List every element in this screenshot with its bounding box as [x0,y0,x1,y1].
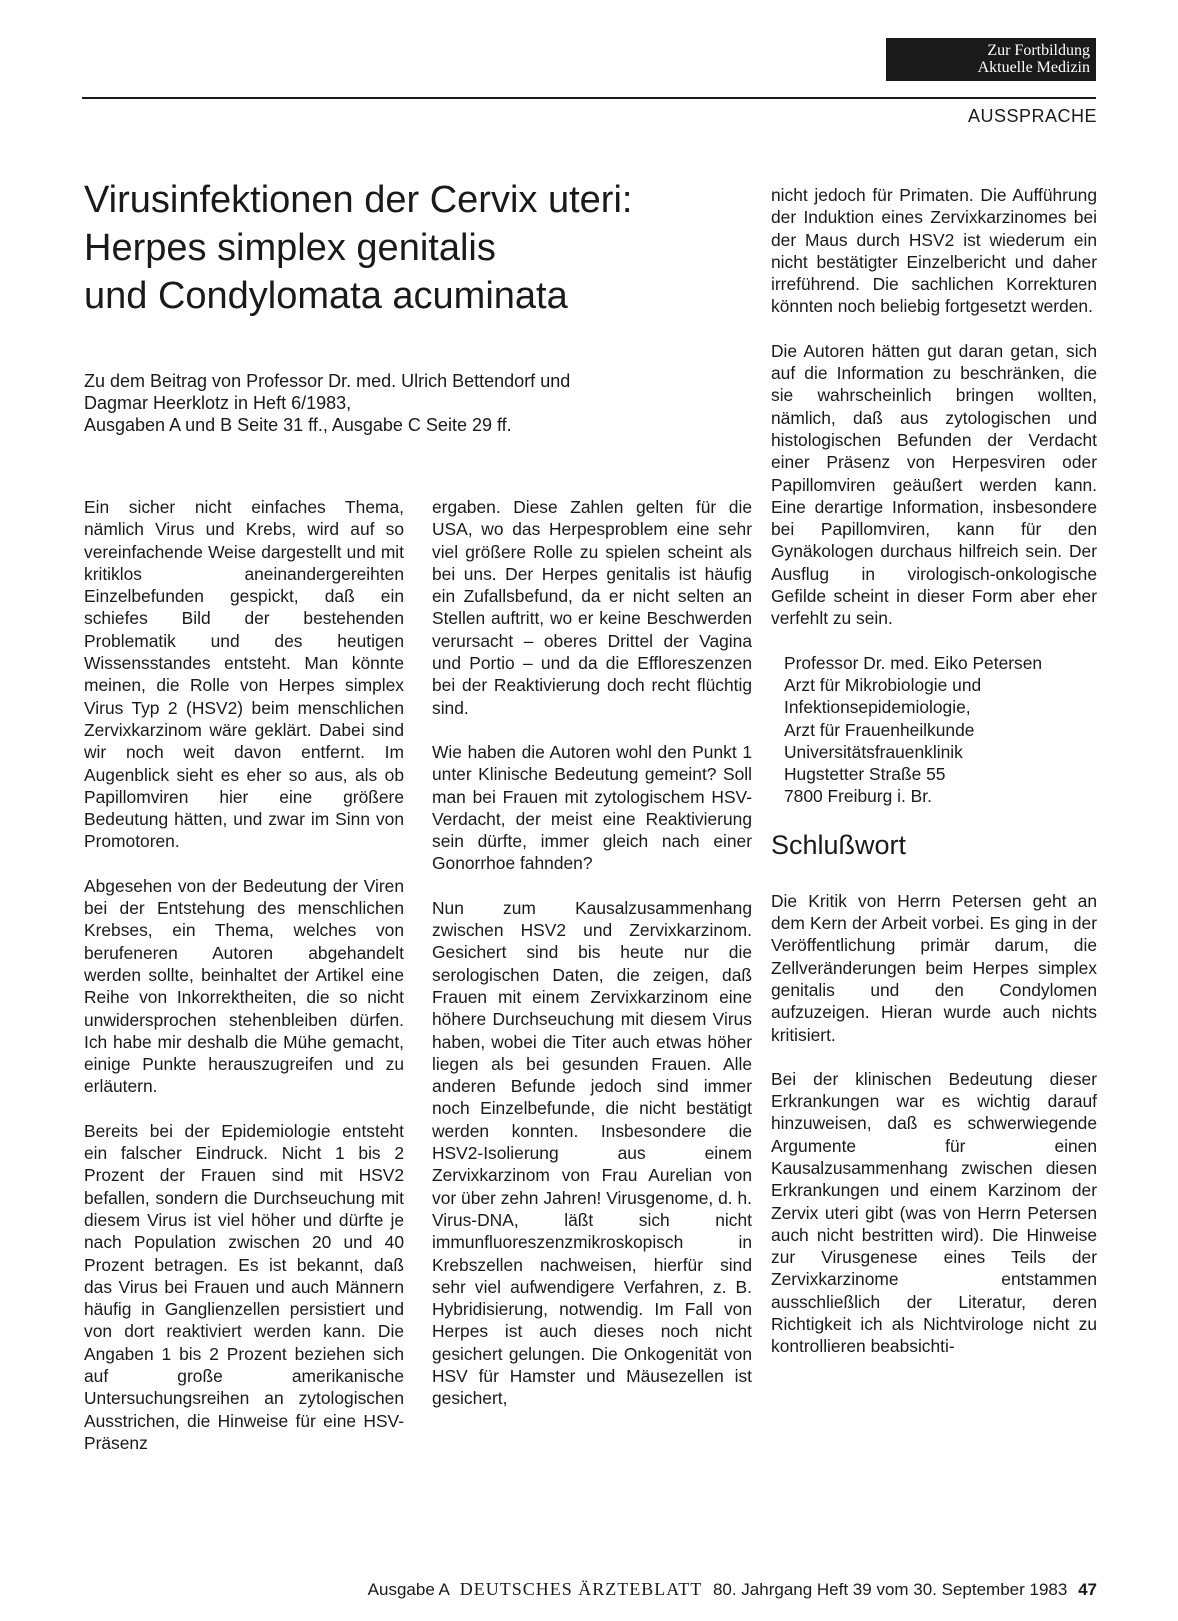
paragraph: Die Kritik von Herrn Petersen geht an dem Kern der Arbeit vorbei. Es ging in der Veröffentlichung primär darum, die Zellveränderungen beim Herpes simplex genitalis und den Condylomen aufzuzeigen. Hieran wurde auch nichts kritisiert. [771,890,1097,1045]
address-line: 7800 Freiburg i. Br. [784,786,932,807]
rubric-box [886,38,1096,81]
paragraph: ergaben. Diese Zahlen gelten für die USA, wo das Herpesproblem eine sehr viel größere Rolle zu spielen scheint als bei uns. Der Herpes genitalis ist häufig ein Zufallsbefund, da er nicht selten an Stellen auftritt, wo er keine Beschwerden verursacht – oberes Drittel der Vagina und Portio – und da die Effloreszenzen bei der Reaktivierung doch recht flüchtig sind. [432,497,752,718]
header-rule [82,97,1096,99]
paragraph: Nun zum Kausalzusammenhang zwischen HSV2 und Zervixkarzinom. Gesichert sind bis heute nur die serologischen Daten, die zeigen, daß Frauen mit einem Zervixkarzinom eine höhere Durchseuchung mit diesem Virus haben, wobei die Titer auch etwas höher liegen als bei gesunden Frauen. Alle anderen Befunde jedoch sind immer noch Einzelbefunde, die nicht bestätigt werden konnten. Insbesondere die HSV2-Isolierung aus einem Zervixkarzinom von Frau Aurelian von vor über zehn Jahren! Virusgenome, d. h. Virus-DNA, läßt sich nicht immunfluoreszenzmikroskopisch in Krebszellen nachweisen, hierfür sind sehr viel aufwendigere Verfahren, z. B. Hybridisierung, notwendig. Im Fall von Herpes ist auch dieses noch nicht gesichert gelungen. Die Onkogenität von HSV für Hamster und Mäusezellen ist gesichert, [432,897,752,1409]
article-reference [84,370,724,436]
text-column-1 [84,496,404,1476]
article-title [84,176,724,320]
paragraph: Ein sicher nicht einfaches Thema, nämlich Virus und Krebs, wird auf so vereinfachende Weise dargestellt und mit kritiklos aneinandergereihten Einzelbefunden gespickt, daß ein schiefes Bild der bestehenden Problematik und des heutigen Wissensstandes entsteht. Man könnte meinen, die Rolle von Herpes simplex Virus Typ 2 (HSV2) beim menschlichen Zervixkarzinom wäre geklärt. Dabei sind wir noch weit davon entfernt. Im Augenblick sieht es eher so aus, als ob Papillomviren hier eine größere Bedeutung hätten, und zwar im Sinn von Promotoren. [84,497,404,852]
address-line: Professor Dr. med. Eiko Petersen [784,652,1043,673]
page-footer [368,1579,1097,1600]
footer-issue: 80. Jahrgang Heft 39 vom 30. September 1983 [712,1580,1068,1599]
title-line-1: Virusinfektionen der Cervix uteri: [84,179,633,221]
paragraph: nicht jedoch für Primaten. Die Aufführung der Induktion eines Zervixkarzinomes bei der Maus durch HSV2 ist wiederum ein nicht bestätigter Einzelbericht und daher irreführend. Die sachlichen Korrekturen könnten noch beliebig fortgesetzt werden. [771,185,1097,317]
rubric-line-2: Aktuelle Medizin [977,59,1090,76]
journal-name: DEUTSCHES ÄRZTEBLATT [459,1579,703,1599]
text-column-2 [432,496,752,1432]
reference-line-1: Zu dem Beitrag von Professor Dr. med. Ulrich Bettendorf und [84,371,571,391]
reference-line-3: Ausgaben A und B Seite 31 ff., Ausgabe C Seite 29 ff. [84,415,512,435]
address-line: Infektionsepidemiologie, [784,697,971,718]
address-line: Arzt für Frauenheilkunde [784,719,975,740]
rubric-line-1: Zur Fortbildung [987,42,1090,59]
page-number: 47 [1078,1580,1097,1599]
reference-line-2: Dagmar Heerklotz in Heft 6/1983, [84,393,352,413]
section-label: AUSSPRACHE [967,106,1097,126]
title-line-2: Herpes simplex genitalis [84,227,496,269]
paragraph: Bei der klinischen Bedeutung dieser Erkrankungen war es wichtig darauf hinzuweisen, daß es schwerwiegende Argumente für einen Kausalzusammenhang zwischen diesen Erkrankungen und einem Karzinom der Zervix uteri gibt (was von Herrn Petersen auch nicht bestritten wird). Die Hinweise zur Virusgenese eines Teils der Zervixkarzinome entstammen ausschließlich der Literatur, deren Richtigkeit ich als Nichtvirologe nicht zu kontrollieren beabsichti- [771,1068,1097,1357]
schlusswort-heading: Schlußwort [771,829,907,860]
paragraph: Die Autoren hätten gut daran getan, sich auf die Information zu beschränken, die sie wahrscheinlich bringen wollten, nämlich, daß aus zytologischen und histologischen Befunden der Verdacht einer Präsenz von Herpesviren oder Papillomviren geäußert werden kann. Eine derartige Information, insbesondere bei Papillomviren, kann für den Gynäkologen durchaus hilfreich sein. Der Ausflug in virologisch-onkologische Gefilde scheint in dieser Form aber eher verfehlt zu sein. [771,340,1097,629]
address-line: Universitätsfrauenklinik [784,741,963,762]
paragraph: Abgesehen von der Bedeutung der Viren bei der Entstehung des menschlichen Krebses, ein Thema, welches von berufeneren Autoren abgehandelt werden sollte, beinhaltet der Artikel eine Reihe von Inkorrektheiten, die so nicht unwidersprochen stehenbleiben dürfen. Ich habe mir deshalb die Mühe gemacht, einige Punkte herauszugreifen und zu erläutern. [84,875,404,1097]
address-line: Hugstetter Straße 55 [784,764,946,785]
paragraph: Wie haben die Autoren wohl den Punkt 1 unter Klinische Bedeutung gemeint? Soll man bei Frauen mit zytologischem HSV-Verdacht, der meist eine Reaktivierung sein dürfte, immer gleich nach einer Gonorrhoe fahnden? [432,741,752,874]
title-line-3: und Condylomata acuminata [84,275,568,317]
text-column-3 [771,184,1097,1380]
paragraph: Bereits bei der Epidemiologie entsteht ein falscher Eindruck. Nicht 1 bis 2 Prozent der Frauen sind mit HSV2 befallen, sondern die Durchseuchung mit diesem Virus ist viel höher und dürfte je nach Population zwischen 20 und 40 Prozent betragen. Es ist bekannt, daß das Virus bei Frauen und auch Männern häufig in Ganglienzellen persistiert und von dort reaktiviert werden kann. Die Angaben 1 bis 2 Prozent beziehen sich auf große amerikanische Untersuchungsreihen an zytologischen Ausstrichen, die Hinweise für eine HSV-Präsenz [84,1120,404,1453]
footer-edition: Ausgabe A [367,1580,449,1599]
author-address [784,652,1097,808]
address-line: Arzt für Mikrobiologie und [784,674,982,695]
